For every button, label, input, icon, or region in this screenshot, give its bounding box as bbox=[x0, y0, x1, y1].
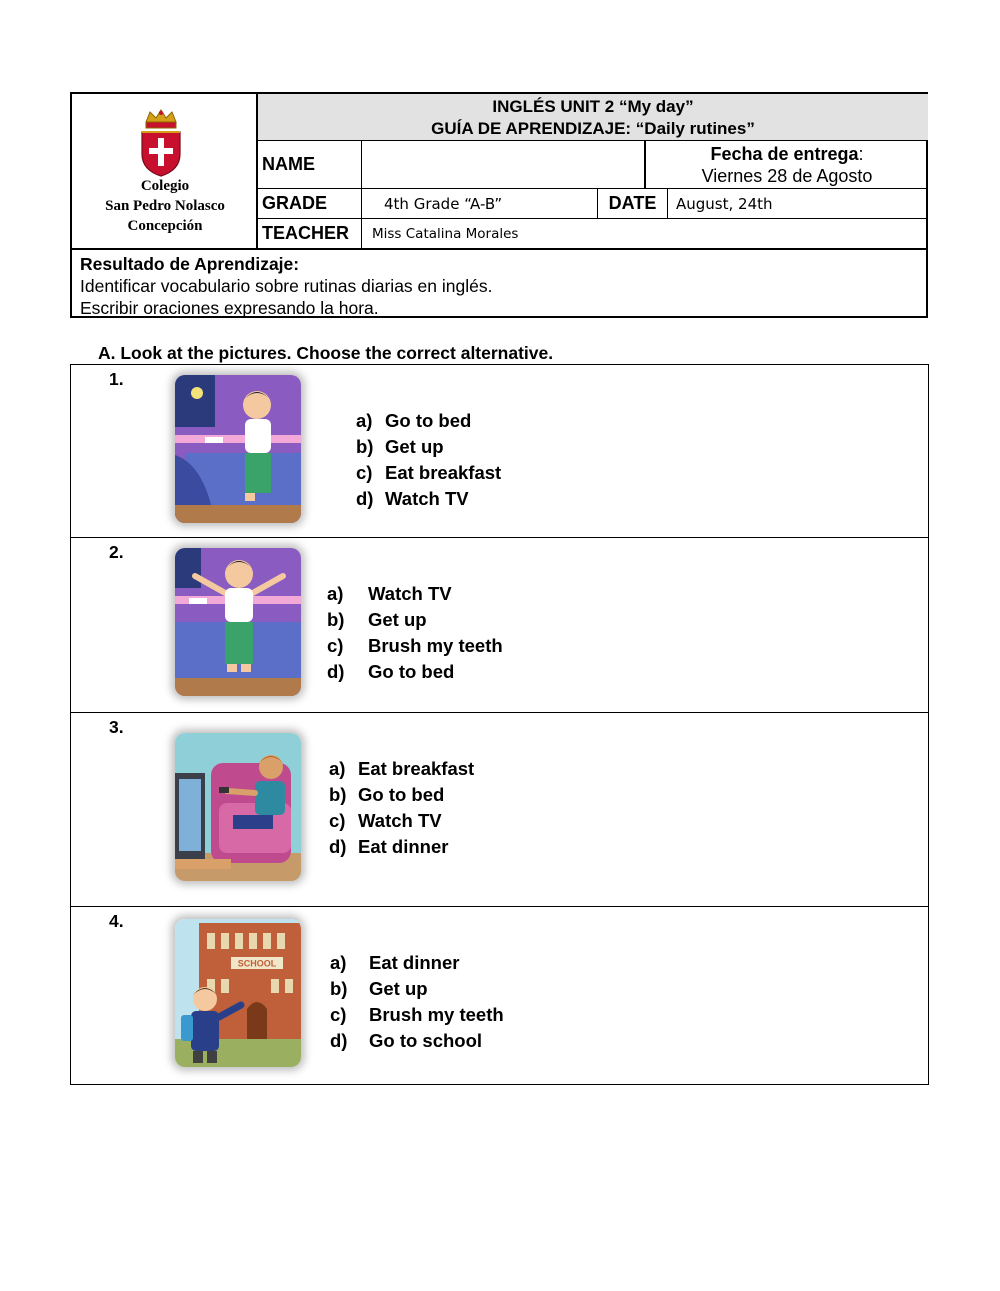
instructions: A. Look at the pictures. Choose the correct alternative. bbox=[98, 343, 554, 363]
options-list bbox=[356, 408, 501, 512]
worksheet-title bbox=[258, 94, 928, 141]
option-c[interactable]: c) Watch TV bbox=[329, 810, 442, 831]
option-a[interactable]: a) Watch TV bbox=[327, 583, 452, 604]
fecha-label: Fecha de entrega bbox=[710, 144, 859, 164]
title-line2: GUÍA DE APRENDIZAJE: “Daily rutines” bbox=[431, 119, 755, 138]
learning-outcome bbox=[72, 248, 926, 316]
option-a[interactable]: a) Go to bed bbox=[356, 410, 472, 431]
option-b[interactable]: b) Get up bbox=[330, 978, 428, 999]
date-value: August, 24th bbox=[668, 189, 928, 219]
option-b[interactable]: b) Go to bed bbox=[329, 784, 445, 805]
fecha-value: Viernes 28 de Agosto bbox=[701, 166, 873, 186]
fecha-entrega bbox=[646, 141, 928, 189]
boy-watching-tv-icon bbox=[175, 733, 301, 881]
question-number: 4. bbox=[109, 911, 124, 931]
outcome-title: Resultado de Aprendizaje: bbox=[80, 254, 300, 274]
school-name-line1: Colegio bbox=[140, 178, 190, 194]
options-list bbox=[327, 581, 503, 685]
option-a[interactable]: a) Eat dinner bbox=[330, 952, 460, 973]
option-d[interactable]: d) Eat dinner bbox=[329, 836, 449, 857]
teacher-label: TEACHER bbox=[258, 219, 362, 248]
question-row-4 bbox=[71, 907, 928, 1084]
question-number: 3. bbox=[109, 717, 124, 737]
option-d[interactable]: d) Watch TV bbox=[356, 488, 469, 509]
option-c[interactable]: c) Brush my teeth bbox=[327, 635, 503, 656]
question-row-2 bbox=[71, 538, 928, 713]
options-list bbox=[329, 756, 474, 860]
boy-stretching-on-bed-icon bbox=[175, 548, 301, 696]
question-number: 2. bbox=[109, 542, 124, 562]
question-row-3 bbox=[71, 713, 928, 907]
options-list bbox=[330, 950, 504, 1054]
school-name-line3: Concepción bbox=[127, 218, 203, 234]
question-number: 1. bbox=[109, 369, 124, 389]
school-name-line2: San Pedro Nolasco bbox=[105, 198, 225, 214]
teacher-value: Miss Catalina Morales bbox=[372, 225, 519, 242]
boy-going-to-school-icon bbox=[175, 919, 301, 1067]
date-label: DATE bbox=[598, 189, 668, 219]
fecha-colon: : bbox=[858, 144, 864, 164]
outcome-line1: Identificar vocabulario sobre rutinas diarias en inglés. bbox=[80, 276, 493, 296]
school-sign: SCHOOL bbox=[237, 958, 277, 969]
questions-table bbox=[70, 364, 929, 1085]
option-d[interactable]: d) Go to school bbox=[330, 1030, 483, 1051]
option-c[interactable]: c) Eat breakfast bbox=[356, 462, 502, 483]
option-c[interactable]: c) Brush my teeth bbox=[330, 1004, 504, 1025]
school-crest-icon bbox=[138, 108, 184, 178]
option-b[interactable]: b) Get up bbox=[356, 436, 444, 457]
boy-waking-in-bed-icon bbox=[175, 375, 301, 523]
school-name bbox=[72, 176, 258, 236]
logo-cell bbox=[72, 94, 258, 248]
question-row-1 bbox=[71, 365, 928, 538]
header-table bbox=[70, 92, 928, 318]
grade-value: 4th Grade “A-B” bbox=[362, 189, 598, 219]
grade-label: GRADE bbox=[258, 189, 362, 219]
option-a[interactable]: a) Eat breakfast bbox=[329, 758, 475, 779]
name-field[interactable] bbox=[362, 141, 646, 189]
name-label: NAME bbox=[258, 141, 362, 189]
option-d[interactable]: d) Go to bed bbox=[327, 661, 455, 682]
title-line1: INGLÉS UNIT 2 “My day” bbox=[492, 97, 694, 116]
outcome-line2: Escribir oraciones expresando la hora. bbox=[80, 298, 379, 318]
option-b[interactable]: b) Get up bbox=[327, 609, 427, 630]
